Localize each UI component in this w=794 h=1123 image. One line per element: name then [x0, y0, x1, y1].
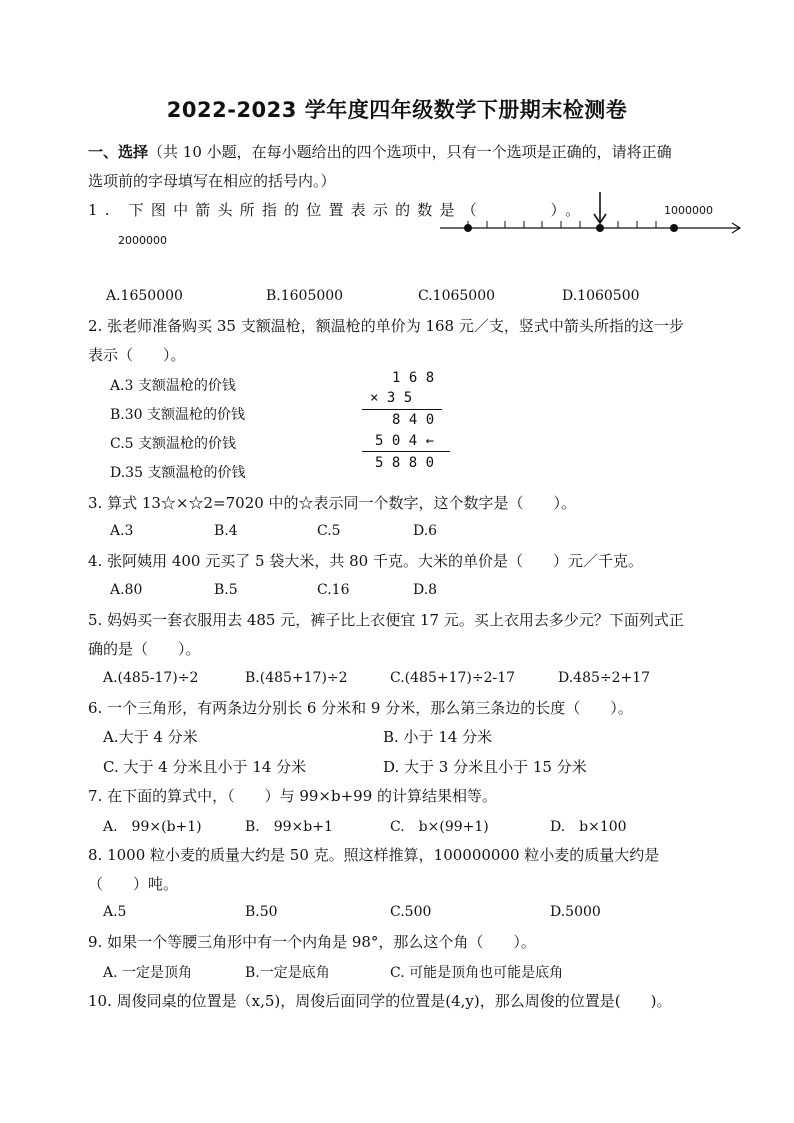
number-line-figure: [440, 188, 745, 240]
q7-stem: 7. 在下面的算式中，（ ）与 99×b+99 的计算结果相等。: [88, 787, 498, 805]
q8-stem-line-1: 8. 1000 粒小麦的质量大约是 50 克。照这样推算，100000000 粒小麦的质量大约是: [88, 846, 660, 864]
q3-option-a: A.3: [110, 523, 134, 539]
number-line-ticks: [468, 221, 656, 228]
q6-option-c: C. 大于 4 分米且小于 14 分米: [103, 758, 307, 776]
q8-option-b: B.50: [245, 904, 278, 920]
q8-option-d: D.5000: [550, 904, 601, 920]
number-line-point-left: [464, 224, 472, 232]
q4-option-b: B.5: [214, 582, 238, 598]
calc-pointer-arrow-icon: ←: [425, 433, 435, 449]
q6-option-a: A.大于 4 分米: [103, 728, 198, 746]
q2-option-a: A.3 支额温枪的价钱: [110, 378, 236, 394]
q3-stem: 3. 算式 13☆×☆2=7020 中的☆表示同一个数字，这个数字是（ ）。: [88, 494, 577, 512]
q9-stem: 9. 如果一个等腰三角形中有一个内角是 98°，那么这个角（ ）。: [88, 933, 536, 951]
q1-label-left: 2000000: [118, 234, 167, 247]
q4-option-d: D.8: [413, 582, 438, 598]
q8-stem-line-2: （ ）吨。: [88, 875, 179, 893]
q2-option-d: D.35 支额温枪的价钱: [110, 465, 246, 481]
q9-option-c: C. 可能是顶角也可能是底角: [390, 965, 564, 981]
q9-option-b: B.一定是底角: [245, 965, 330, 981]
q1-option-b: B.1605000: [266, 288, 344, 304]
q1-option-d: D.1060500: [562, 288, 640, 304]
q5-option-c: C.(485+17)÷2-17: [390, 670, 516, 686]
number-line-point-middle: [596, 224, 604, 232]
section-1-instructions-line-1: （共 10 小题，在每小题给出的四个选项中，只有一个选项是正确的，请将正确: [148, 143, 672, 161]
q9-option-a: A. 一定是顶角: [103, 965, 193, 981]
q3-option-b: B.4: [214, 523, 238, 539]
q5-stem-line-2: 确的是（ ）。: [88, 640, 201, 658]
q3-option-d: D.6: [413, 523, 438, 539]
q5-option-b: B.(485+17)÷2: [245, 670, 348, 686]
q10-stem: 10. 周俊同桌的位置是（x,5)，周俊后面同学的位置是(4,y)，那么周俊的位置是( )。: [88, 992, 672, 1010]
calc-row-multiplier: × 3 5: [370, 390, 413, 406]
calc-row-partial-1: 8 4 0: [392, 412, 435, 428]
calc-row-product: 5 8 8 0: [375, 455, 435, 471]
q4-option-c: C.16: [317, 582, 350, 598]
q7-option-d: D. b×100: [550, 819, 627, 835]
q4-option-a: A.80: [110, 582, 143, 598]
q6-option-d: D. 大于 3 分米且小于 15 分米: [383, 758, 587, 776]
q5-option-d: D.485÷2+17: [558, 670, 651, 686]
q1-stem: 1. 下图中箭头所指的位置表示的数是（ ）。: [88, 201, 588, 219]
calc-divider-1: [362, 409, 442, 410]
section-1-instructions: [88, 142, 672, 162]
q8-option-a: A.5: [103, 904, 127, 920]
q5-option-a: A.(485-17)÷2: [103, 670, 199, 686]
q6-option-b: B. 小于 14 分米: [383, 728, 493, 746]
section-1-heading: 一、选择: [88, 143, 149, 161]
calc-row-partial-2-digits: 5 0 4: [375, 433, 418, 449]
q2-option-c: C.5 支额温枪的价钱: [110, 436, 237, 452]
page-title: 2022-2023 学年度四年级数学下册期末检测卷: [166, 98, 628, 122]
q1-label-right: 1000000: [664, 204, 713, 217]
q8-option-c: C.500: [390, 904, 432, 920]
q2-stem-line-1: 2. 张老师准备购买 35 支额温枪，额温枪的单价为 168 元／支，竖式中箭头所指的这一步: [88, 317, 684, 335]
calc-row-multiplicand: 1 6 8: [392, 370, 435, 386]
calc-divider-2: [362, 451, 450, 452]
q1-option-a: A.1650000: [106, 288, 183, 304]
q3-option-c: C.5: [317, 523, 341, 539]
q5-stem-line-1: 5. 妈妈买一套衣服用去 485 元，裤子比上衣便宜 17 元。买上衣用去多少元？下面列式正: [88, 611, 684, 629]
q6-stem: 6. 一个三角形，有两条边分别长 6 分米和 9 分米，那么第三条边的长度（ ）。: [88, 699, 633, 717]
calc-row-partial-2: [375, 433, 434, 449]
q7-option-b: B. 99×b+1: [245, 819, 333, 835]
q2-stem-line-2: 表示（ ）。: [88, 346, 186, 364]
q4-stem: 4. 张阿姨用 400 元买了 5 袋大米，共 80 千克。大米的单价是（ ）元／千克。: [88, 552, 643, 570]
section-1-instructions-line-2: 选项前的字母填写在相应的括号内。）: [88, 172, 336, 190]
q7-option-c: C. b×(99+1): [390, 819, 489, 835]
number-line-point-right: [670, 224, 678, 232]
q2-option-b: B.30 支额温枪的价钱: [110, 407, 246, 423]
q7-option-a: A. 99×(b+1): [103, 819, 202, 835]
q1-option-c: C.1065000: [418, 288, 496, 304]
